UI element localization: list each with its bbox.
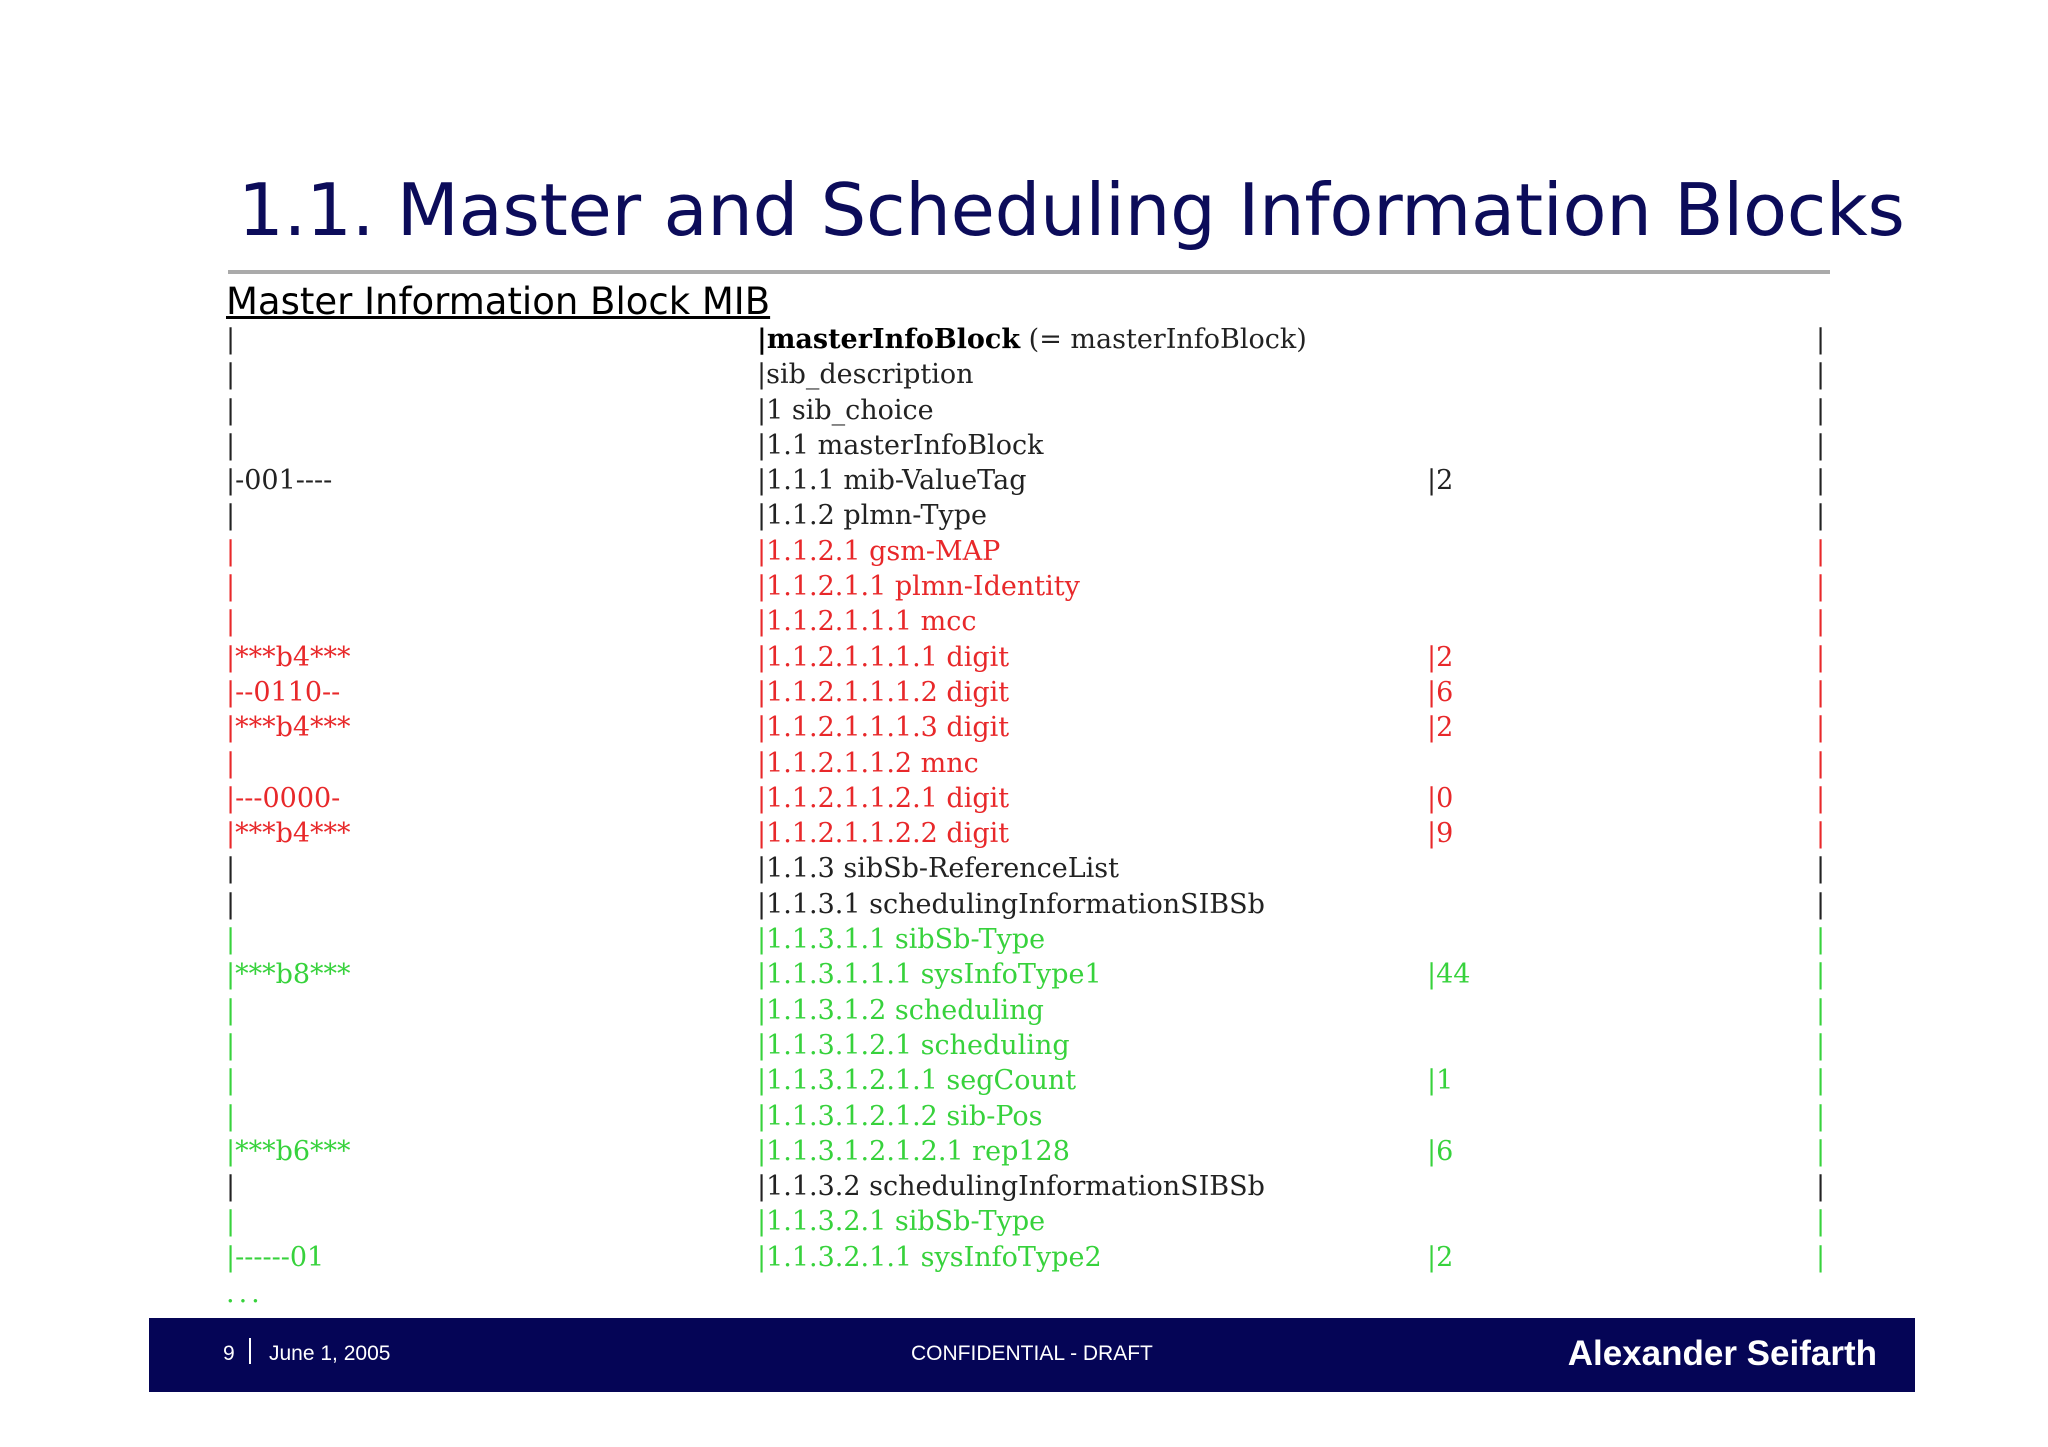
tree-row xyxy=(226,993,1830,1028)
field-value: |6 xyxy=(1427,1135,1454,1167)
row-border: | xyxy=(1816,1241,1826,1273)
bit-pattern: | xyxy=(226,500,236,532)
row-border: | xyxy=(1816,359,1826,391)
field-name: |1.1.3.1.2.1 scheduling xyxy=(757,1029,1070,1061)
tree-row xyxy=(226,534,1830,569)
bit-pattern: | xyxy=(226,359,236,391)
bit-pattern: | xyxy=(226,1065,236,1097)
field-name: |1 sib_choice xyxy=(757,394,934,426)
field-name: |1.1.3.2.1.1 sysInfoType2 xyxy=(757,1241,1102,1273)
field-value: |44 xyxy=(1427,959,1471,991)
slide-title: 1.1. Master and Scheduling Information Blocks xyxy=(238,168,1905,252)
tree-row xyxy=(226,640,1830,675)
mib-decode-tree xyxy=(226,322,1830,1275)
field-value: |9 xyxy=(1427,818,1454,850)
bit-pattern: |-001---- xyxy=(226,465,333,497)
bit-pattern: |***b4*** xyxy=(226,712,351,744)
bit-pattern: |***b4*** xyxy=(226,641,351,673)
field-value: |1 xyxy=(1427,1065,1454,1097)
bit-pattern: |------01 xyxy=(226,1241,325,1273)
field-name: |sib_description xyxy=(757,359,974,391)
field-name: |1.1.2.1.1.1.2 digit xyxy=(757,676,1010,708)
bit-pattern: |***b6*** xyxy=(226,1135,351,1167)
footer-separator xyxy=(249,1338,251,1364)
row-border: | xyxy=(1816,782,1826,814)
bit-pattern: | xyxy=(226,606,236,638)
row-border: | xyxy=(1816,1135,1826,1167)
bit-pattern: |***b8*** xyxy=(226,959,351,991)
bit-pattern: | xyxy=(226,853,236,885)
tree-row xyxy=(226,1169,1830,1204)
row-border: | xyxy=(1816,888,1826,920)
tree-row xyxy=(226,851,1830,886)
bit-pattern: | xyxy=(226,324,236,355)
field-name: |1.1.3.2 schedulingInformationSIBSb xyxy=(757,1171,1265,1203)
tree-row xyxy=(226,604,1830,639)
row-border: | xyxy=(1816,853,1826,885)
field-name: |1.1.2.1.1.2.1 digit xyxy=(757,782,1010,814)
field-name: |1.1.2.1 gsm-MAP xyxy=(757,535,1001,567)
row-border: | xyxy=(1816,712,1826,744)
field-value: |0 xyxy=(1427,782,1454,814)
field-name: |1.1.3.2.1 sibSb-Type xyxy=(757,1206,1046,1238)
row-border: | xyxy=(1816,1206,1826,1238)
continuation-ellipsis: ... xyxy=(226,1278,264,1309)
row-border: | xyxy=(1816,1100,1826,1132)
field-name-suffix: (= masterInfoBlock) xyxy=(1020,324,1307,355)
field-name: |1.1.3 sibSb-ReferenceList xyxy=(757,853,1119,885)
tree-row xyxy=(226,1240,1830,1275)
tree-row xyxy=(226,887,1830,922)
row-border: | xyxy=(1816,465,1826,497)
field-name: |1.1.3.1.1.1 sysInfoType1 xyxy=(757,959,1102,991)
field-name: |1.1.3.1.2.1.1 segCount xyxy=(757,1065,1077,1097)
tree-row xyxy=(226,1204,1830,1239)
field-value: |6 xyxy=(1427,676,1454,708)
row-border: | xyxy=(1816,1029,1826,1061)
row-border: | xyxy=(1816,429,1826,461)
bit-pattern: | xyxy=(226,571,236,603)
field-value: |2 xyxy=(1427,712,1454,744)
tree-row xyxy=(226,1063,1830,1098)
bit-pattern: | xyxy=(226,747,236,779)
field-name: |1.1 masterInfoBlock xyxy=(757,429,1044,461)
row-border: | xyxy=(1816,571,1826,603)
bit-pattern: | xyxy=(226,1029,236,1061)
field-name: |1.1.3.1.1 sibSb-Type xyxy=(757,924,1046,956)
tree-row xyxy=(226,922,1830,957)
field-name: |1.1.2.1.1.2.2 digit xyxy=(757,818,1010,850)
field-name-bold: |masterInfoBlock xyxy=(757,324,1021,355)
field-name: |1.1.2 plmn-Type xyxy=(757,500,987,532)
page-number: 9 xyxy=(223,1342,235,1365)
field-name: |1.1.2.1.1.1.3 digit xyxy=(757,712,1010,744)
tree-row xyxy=(226,498,1830,533)
bit-pattern: | xyxy=(226,888,236,920)
bit-pattern: | xyxy=(226,1100,236,1132)
tree-row xyxy=(226,675,1830,710)
row-border: | xyxy=(1816,500,1826,532)
field-name: |1.1.3.1.2 scheduling xyxy=(757,994,1044,1026)
row-border: | xyxy=(1816,959,1826,991)
field-name: |1.1.2.1.1.1 mcc xyxy=(757,606,977,638)
tree-row xyxy=(226,781,1830,816)
tree-row xyxy=(226,463,1830,498)
bit-pattern: | xyxy=(226,1171,236,1203)
tree-row xyxy=(226,393,1830,428)
row-border: | xyxy=(1816,747,1826,779)
bit-pattern: | xyxy=(226,994,236,1026)
author-name: Alexander Seifarth xyxy=(1567,1334,1877,1373)
slide-footer xyxy=(149,1318,1915,1392)
bit-pattern: | xyxy=(226,429,236,461)
tree-row xyxy=(226,1134,1830,1169)
bit-pattern: | xyxy=(226,924,236,956)
tree-row xyxy=(226,1028,1830,1063)
field-name: |1.1.2.1.1.1.1 digit xyxy=(757,641,1010,673)
bit-pattern: |---0000- xyxy=(226,782,341,814)
bit-pattern: | xyxy=(226,394,236,426)
row-border: | xyxy=(1816,818,1826,850)
bit-pattern: | xyxy=(226,1206,236,1238)
row-border: | xyxy=(1816,394,1826,426)
tree-row xyxy=(226,710,1830,745)
row-border: | xyxy=(1816,1065,1826,1097)
field-name xyxy=(757,322,1307,357)
field-value: |2 xyxy=(1427,1241,1454,1273)
confidential-label: CONFIDENTIAL - DRAFT xyxy=(911,1342,1153,1365)
title-divider xyxy=(228,270,1830,274)
bit-pattern: |--0110-- xyxy=(226,676,341,708)
field-name: |1.1.3.1.2.1.2 sib-Pos xyxy=(757,1100,1043,1132)
row-border: | xyxy=(1816,641,1826,673)
row-border: | xyxy=(1816,676,1826,708)
tree-row xyxy=(226,569,1830,604)
field-name: |1.1.3.1 schedulingInformationSIBSb xyxy=(757,888,1265,920)
field-name: |1.1.2.1.1 plmn-Identity xyxy=(757,571,1080,603)
tree-row xyxy=(226,746,1830,781)
tree-row xyxy=(226,428,1830,463)
row-border: | xyxy=(1816,535,1826,567)
tree-row xyxy=(226,322,1830,357)
section-heading: Master Information Block MIB xyxy=(226,280,771,323)
tree-row xyxy=(226,1099,1830,1134)
footer-date: June 1, 2005 xyxy=(269,1342,391,1365)
field-name: |1.1.3.1.2.1.2.1 rep128 xyxy=(757,1135,1070,1167)
row-border: | xyxy=(1816,924,1826,956)
tree-row xyxy=(226,957,1830,992)
bit-pattern: |***b4*** xyxy=(226,818,351,850)
row-border: | xyxy=(1816,994,1826,1026)
row-border: | xyxy=(1816,1171,1826,1203)
field-value: |2 xyxy=(1427,465,1454,497)
field-value: |2 xyxy=(1427,641,1454,673)
bit-pattern: | xyxy=(226,535,236,567)
row-border: | xyxy=(1816,324,1826,355)
row-border: | xyxy=(1816,606,1826,638)
tree-row xyxy=(226,816,1830,851)
tree-row xyxy=(226,357,1830,392)
field-name: |1.1.1 mib-ValueTag xyxy=(757,465,1027,497)
field-name: |1.1.2.1.1.2 mnc xyxy=(757,747,979,779)
